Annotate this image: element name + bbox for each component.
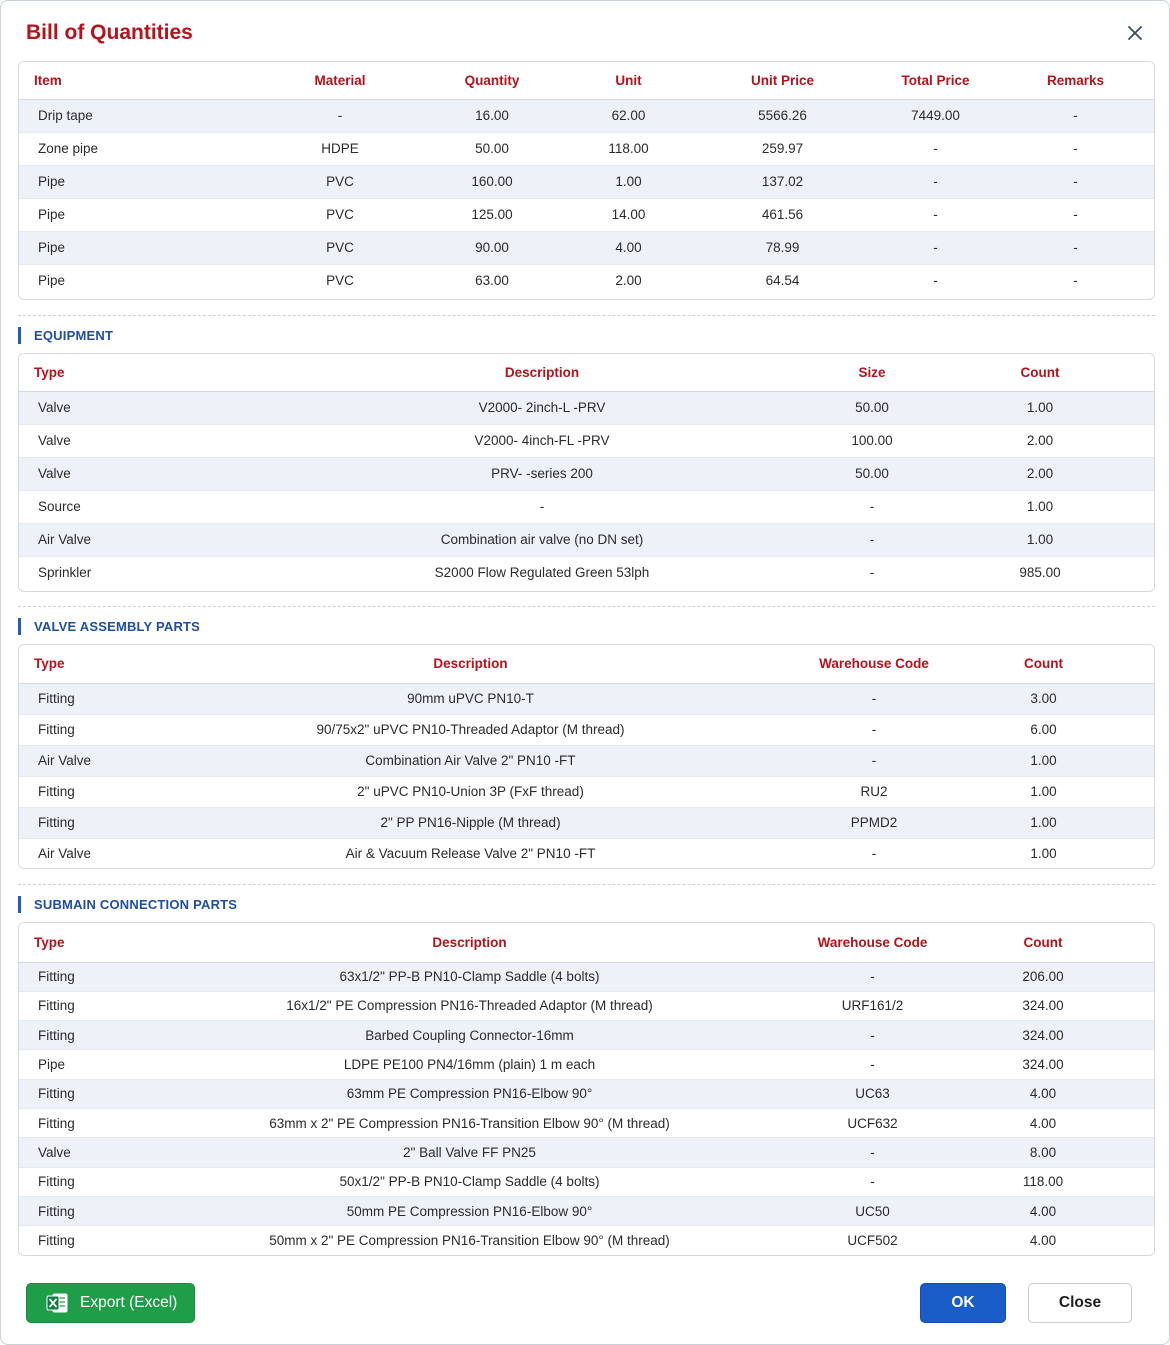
- column-header-unit: Unit: [568, 62, 689, 99]
- section-divider: [18, 884, 1155, 885]
- table-cell: Air Valve: [19, 745, 124, 776]
- table-cell: Drip tape: [19, 99, 264, 132]
- column-header-remarks: Remarks: [995, 62, 1155, 99]
- table-cell: 90/75x2" uPVC PN10-Threaded Adaptor (M thread): [124, 714, 817, 745]
- table-cell: -: [817, 683, 931, 714]
- table-cell: -: [995, 165, 1155, 198]
- table-cell: -: [820, 523, 924, 556]
- table-cell: 2.00: [924, 457, 1155, 490]
- table-cell: 50.00: [416, 132, 568, 165]
- table-cell: 206.00: [930, 962, 1155, 991]
- table-cell: 8.00: [930, 1138, 1155, 1167]
- materials-table: [19, 62, 1155, 297]
- table-cell: -: [876, 198, 995, 231]
- table-cell: 14.00: [568, 198, 689, 231]
- table-cell: V2000- 4inch-FL -PRV: [264, 424, 820, 457]
- table-cell: 4.00: [930, 1226, 1155, 1255]
- column-header-item: Item: [19, 62, 264, 99]
- table-cell: Fitting: [19, 1196, 124, 1225]
- table-cell: Barbed Coupling Connector-16mm: [124, 1021, 815, 1050]
- table-cell: Valve: [19, 424, 264, 457]
- table-cell: Pipe: [19, 165, 264, 198]
- submain-row: [19, 1226, 1155, 1255]
- materials-row: [19, 264, 1155, 297]
- valve-assembly-row: [19, 745, 1155, 776]
- table-cell: 1.00: [568, 165, 689, 198]
- table-cell: 1.00: [924, 523, 1155, 556]
- submain-row: [19, 1167, 1155, 1196]
- column-header-quantity: Quantity: [416, 62, 568, 99]
- table-cell: -: [815, 1050, 930, 1079]
- table-cell: 64.54: [689, 264, 876, 297]
- equipment-row: [19, 523, 1155, 556]
- table-cell: Combination Air Valve 2" PN10 -FT: [124, 745, 817, 776]
- submain-row: [19, 1050, 1155, 1079]
- table-cell: -: [815, 962, 930, 991]
- table-cell: Fitting: [19, 1108, 124, 1137]
- table-cell: Valve: [19, 391, 264, 424]
- table-cell: 63mm x 2" PE Compression PN16-Transition Elbow 90° (M thread): [124, 1108, 815, 1137]
- equipment-row: [19, 391, 1155, 424]
- table-cell: URF161/2: [815, 991, 930, 1020]
- table-cell: 100.00: [820, 424, 924, 457]
- table-cell: PVC: [264, 165, 416, 198]
- table-cell: -: [817, 838, 931, 869]
- excel-icon: [45, 1291, 69, 1315]
- table-cell: 16x1/2" PE Compression PN16-Threaded Adaptor (M thread): [124, 991, 815, 1020]
- valve-assembly-row: [19, 838, 1155, 869]
- table-cell: 5566.26: [689, 99, 876, 132]
- table-cell: 461.56: [689, 198, 876, 231]
- table-cell: 1.00: [924, 490, 1155, 523]
- table-cell: 125.00: [416, 198, 568, 231]
- submain-row: [19, 1021, 1155, 1050]
- table-cell: 118.00: [568, 132, 689, 165]
- section-divider: [18, 315, 1155, 316]
- table-cell: S2000 Flow Regulated Green 53lph: [264, 556, 820, 589]
- equipment-table-container: [18, 353, 1155, 592]
- table-cell: -: [876, 165, 995, 198]
- close-button[interactable]: Close: [1028, 1283, 1132, 1323]
- column-header-type: Type: [19, 645, 124, 683]
- export-button-label: Export (Excel): [80, 1294, 178, 1311]
- table-cell: 4.00: [568, 231, 689, 264]
- dialog-title: Bill of Quantities: [26, 21, 193, 44]
- table-cell: Sprinkler: [19, 556, 264, 589]
- table-cell: -: [995, 99, 1155, 132]
- table-cell: -: [820, 556, 924, 589]
- materials-table-body: [19, 99, 1155, 297]
- table-cell: 62.00: [568, 99, 689, 132]
- table-cell: Fitting: [19, 991, 124, 1020]
- table-cell: -: [264, 99, 416, 132]
- ok-button[interactable]: OK: [920, 1283, 1006, 1323]
- column-header-count: Count: [924, 354, 1155, 391]
- column-header-type: Type: [19, 923, 124, 962]
- table-cell: Zone pipe: [19, 132, 264, 165]
- table-cell: PVC: [264, 231, 416, 264]
- table-cell: 2.00: [924, 424, 1155, 457]
- table-cell: 3.00: [931, 683, 1155, 714]
- table-cell: 324.00: [930, 1021, 1155, 1050]
- close-icon[interactable]: [1123, 21, 1147, 45]
- table-cell: -: [820, 490, 924, 523]
- column-header-material: Material: [264, 62, 416, 99]
- equipment-row: [19, 424, 1155, 457]
- section-title-valve-assembly: VALVE ASSEMBLY PARTS: [18, 618, 200, 635]
- valve-assembly-table-body: [19, 683, 1155, 869]
- table-cell: PPMD2: [817, 807, 931, 838]
- table-cell: 324.00: [930, 1050, 1155, 1079]
- equipment-row: [19, 457, 1155, 490]
- table-cell: -: [995, 198, 1155, 231]
- column-header-count: Count: [931, 645, 1155, 683]
- table-cell: -: [876, 231, 995, 264]
- submain-row: [19, 1079, 1155, 1108]
- table-cell: Pipe: [19, 231, 264, 264]
- materials-row: [19, 165, 1155, 198]
- submain-table-body: [19, 962, 1155, 1255]
- valve-assembly-row: [19, 807, 1155, 838]
- section-divider: [18, 606, 1155, 607]
- table-cell: -: [817, 745, 931, 776]
- table-cell: 4.00: [930, 1108, 1155, 1137]
- column-header-description: Description: [124, 645, 817, 683]
- table-cell: Pipe: [19, 198, 264, 231]
- table-cell: 1.00: [924, 391, 1155, 424]
- equipment-table: [19, 354, 1155, 589]
- table-cell: 6.00: [931, 714, 1155, 745]
- export-excel-button[interactable]: [26, 1283, 195, 1323]
- table-cell: 16.00: [416, 99, 568, 132]
- valve-assembly-table-container: [18, 644, 1155, 869]
- column-header-description: Description: [124, 923, 815, 962]
- table-cell: 2" uPVC PN10-Union 3P (FxF thread): [124, 776, 817, 807]
- table-cell: 50.00: [820, 457, 924, 490]
- table-cell: Pipe: [19, 1050, 124, 1079]
- table-cell: Pipe: [19, 264, 264, 297]
- table-cell: -: [815, 1021, 930, 1050]
- table-cell: 985.00: [924, 556, 1155, 589]
- equipment-row: [19, 490, 1155, 523]
- table-cell: Fitting: [19, 962, 124, 991]
- table-cell: 1.00: [931, 838, 1155, 869]
- column-header-unit-price: Unit Price: [689, 62, 876, 99]
- table-cell: 2" PP PN16-Nipple (M thread): [124, 807, 817, 838]
- table-cell: 2.00: [568, 264, 689, 297]
- table-cell: Air & Vacuum Release Valve 2" PN10 -FT: [124, 838, 817, 869]
- column-header-type: Type: [19, 354, 264, 391]
- valve-assembly-table: [19, 645, 1155, 869]
- table-cell: 50mm PE Compression PN16-Elbow 90°: [124, 1196, 815, 1225]
- table-cell: 1.00: [931, 807, 1155, 838]
- table-cell: 1.00: [931, 776, 1155, 807]
- table-cell: 90mm uPVC PN10-T: [124, 683, 817, 714]
- table-cell: -: [995, 231, 1155, 264]
- table-cell: Fitting: [19, 776, 124, 807]
- table-cell: 259.97: [689, 132, 876, 165]
- table-cell: HDPE: [264, 132, 416, 165]
- table-cell: PVC: [264, 198, 416, 231]
- submain-row: [19, 1138, 1155, 1167]
- table-cell: 63x1/2" PP-B PN10-Clamp Saddle (4 bolts): [124, 962, 815, 991]
- table-cell: 118.00: [930, 1167, 1155, 1196]
- table-cell: 90.00: [416, 231, 568, 264]
- table-cell: -: [815, 1167, 930, 1196]
- table-cell: RU2: [817, 776, 931, 807]
- table-cell: Fitting: [19, 714, 124, 745]
- submain-row: [19, 991, 1155, 1020]
- column-header-description: Description: [264, 354, 820, 391]
- table-cell: -: [995, 132, 1155, 165]
- table-cell: UC63: [815, 1079, 930, 1108]
- table-cell: Fitting: [19, 1079, 124, 1108]
- column-header-warehouse-code: Warehouse Code: [815, 923, 930, 962]
- table-cell: Air Valve: [19, 523, 264, 556]
- table-cell: Valve: [19, 1138, 124, 1167]
- table-cell: 1.00: [931, 745, 1155, 776]
- submain-table-container: [18, 922, 1155, 1256]
- materials-table-container: [18, 61, 1155, 300]
- materials-row: [19, 132, 1155, 165]
- submain-table: [19, 923, 1155, 1255]
- column-header-size: Size: [820, 354, 924, 391]
- table-cell: LDPE PE100 PN4/16mm (plain) 1 m each: [124, 1050, 815, 1079]
- valve-assembly-row: [19, 683, 1155, 714]
- submain-row: [19, 962, 1155, 991]
- table-cell: 4.00: [930, 1079, 1155, 1108]
- table-cell: 324.00: [930, 991, 1155, 1020]
- column-header-total-price: Total Price: [876, 62, 995, 99]
- column-header-count: Count: [930, 923, 1155, 962]
- table-cell: 160.00: [416, 165, 568, 198]
- table-cell: Fitting: [19, 807, 124, 838]
- table-cell: 7449.00: [876, 99, 995, 132]
- table-cell: -: [817, 714, 931, 745]
- equipment-row: [19, 556, 1155, 589]
- valve-assembly-row: [19, 714, 1155, 745]
- materials-row: [19, 99, 1155, 132]
- table-cell: -: [995, 264, 1155, 297]
- section-title-submain: SUBMAIN CONNECTION PARTS: [18, 896, 237, 913]
- materials-row: [19, 198, 1155, 231]
- submain-row: [19, 1108, 1155, 1137]
- table-cell: 50mm x 2" PE Compression PN16-Transition Elbow 90° (M thread): [124, 1226, 815, 1255]
- valve-assembly-row: [19, 776, 1155, 807]
- table-cell: -: [876, 264, 995, 297]
- table-cell: Air Valve: [19, 838, 124, 869]
- materials-row: [19, 231, 1155, 264]
- table-cell: -: [815, 1138, 930, 1167]
- table-cell: Fitting: [19, 1167, 124, 1196]
- table-cell: Combination air valve (no DN set): [264, 523, 820, 556]
- submain-row: [19, 1196, 1155, 1225]
- table-cell: 137.02: [689, 165, 876, 198]
- table-cell: V2000- 2inch-L -PRV: [264, 391, 820, 424]
- equipment-table-body: [19, 391, 1155, 589]
- table-cell: UC50: [815, 1196, 930, 1225]
- table-cell: UCF502: [815, 1226, 930, 1255]
- table-cell: -: [264, 490, 820, 523]
- table-cell: 63.00: [416, 264, 568, 297]
- table-cell: PVC: [264, 264, 416, 297]
- table-cell: Fitting: [19, 1021, 124, 1050]
- table-cell: 78.99: [689, 231, 876, 264]
- table-cell: 4.00: [930, 1196, 1155, 1225]
- table-cell: 50x1/2" PP-B PN10-Clamp Saddle (4 bolts): [124, 1167, 815, 1196]
- column-header-warehouse-code: Warehouse Code: [817, 645, 931, 683]
- table-cell: 63mm PE Compression PN16-Elbow 90°: [124, 1079, 815, 1108]
- table-cell: Fitting: [19, 683, 124, 714]
- section-title-equipment: EQUIPMENT: [18, 327, 113, 344]
- table-cell: Valve: [19, 457, 264, 490]
- table-cell: UCF632: [815, 1108, 930, 1137]
- table-cell: Fitting: [19, 1226, 124, 1255]
- table-cell: Source: [19, 490, 264, 523]
- table-cell: 2" Ball Valve FF PN25: [124, 1138, 815, 1167]
- table-cell: -: [876, 132, 995, 165]
- table-cell: PRV- -series 200: [264, 457, 820, 490]
- table-cell: 50.00: [820, 391, 924, 424]
